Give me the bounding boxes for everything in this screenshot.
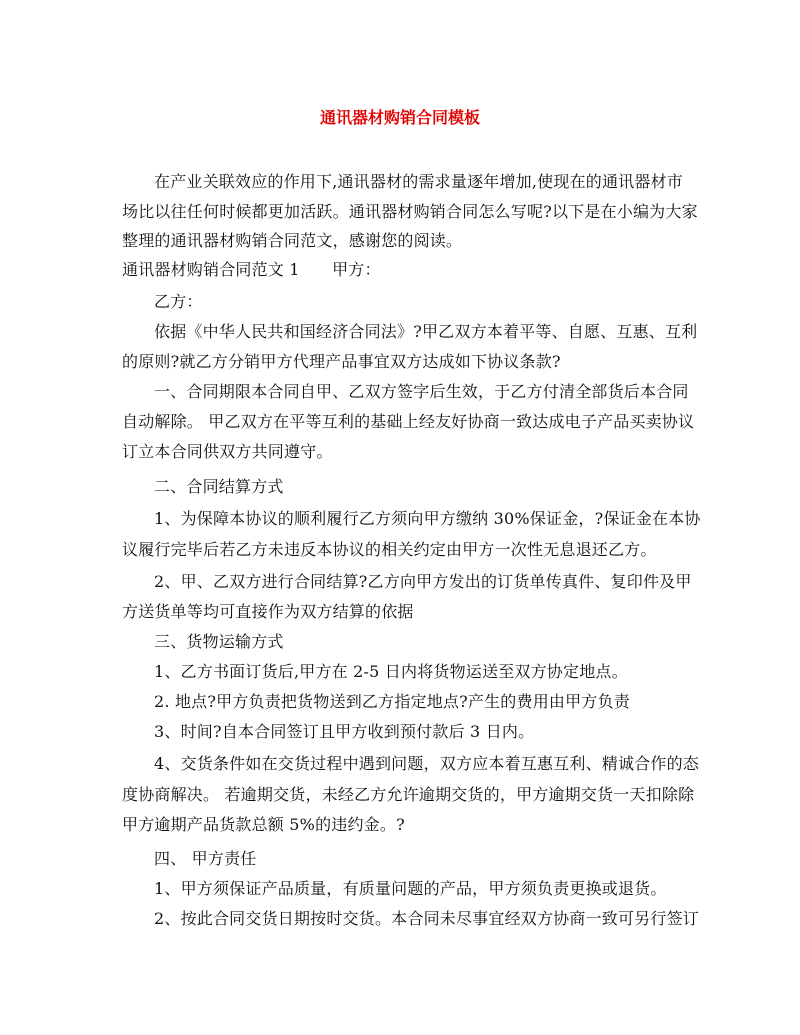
paragraph-line: 2. 地点?甲方负责把货物送到乙方指定地点?产生的费用由甲方负责: [154, 692, 630, 711]
paragraph-line: 1、为保障本协议的顺利履行乙方须向甲方缴纳 30%保证金，?保证金在本协: [154, 509, 701, 528]
section-heading: 四、 甲方责任: [154, 849, 257, 868]
paragraph-line: 自动解除。 甲乙双方在平等互利的基础上经友好协商一致达成电子产品买卖协议: [122, 412, 695, 431]
paragraph-line: 整理的通讯器材购销合同范文，感谢您的阅读。: [122, 231, 463, 250]
paragraph-line: 订立本合同供双方共同遵守。: [122, 442, 333, 461]
paragraph-line: 2、按此合同交货日期按时交货。本合同未尽事宜经双方协商一致可另行签订: [154, 909, 699, 928]
document-title: 通讯器材购销合同模板: [319, 108, 480, 127]
section-heading: 二、合同结算方式: [154, 477, 284, 496]
paragraph-line: 议履行完毕后若乙方未违反本协议的相关约定由甲方一次性无息退还乙方。: [122, 540, 657, 559]
section-heading: 通讯器材购销合同范文 1 甲方：: [122, 260, 381, 279]
paragraph-line: 4、交货条件如在交货过程中遇到问题，双方应本着互惠互利、精诚合作的态: [154, 754, 699, 773]
paragraph-line: 2、甲、乙双方进行合同结算?乙方向甲方发出的订货单传真件、复印件及甲: [154, 572, 692, 591]
paragraph-line: 一、合同期限本合同自甲、乙双方签字后生效，于乙方付清全部货后本合同: [154, 382, 689, 401]
paragraph-line: 甲方逾期产品货款总额 5%的违约金。?: [122, 815, 405, 834]
paragraph-line: 乙方：: [154, 292, 203, 311]
section-heading: 三、货物运输方式: [154, 632, 284, 651]
paragraph-line: 方送货单等均可直接作为双方结算的依据: [122, 602, 414, 621]
paragraph-line: 1、甲方须保证产品质量，有质量问题的产品，甲方须负责更换或退货。: [154, 879, 667, 898]
paragraph-line: 3、时间?自本合同签订且甲方收到预付款后 3 日内。: [154, 722, 535, 741]
paragraph-line: 依据《中华人民共和国经济合同法》?甲乙双方本着平等、自愿、互惠、互利: [154, 322, 698, 341]
paragraph-line: 1、乙方书面订货后,甲方在 2-5 日内将货物运送至双方协定地点。: [154, 662, 628, 681]
paragraph-line: 在产业关联效应的作用下,通讯器材的需求量逐年增加,使现在的通讯器材市: [154, 172, 683, 191]
paragraph-line: 场比以往任何时候都更加活跃。通讯器材购销合同怎么写呢?以下是在小编为大家: [122, 202, 698, 221]
paragraph-line: 度协商解决。 若逾期交货，未经乙方允许逾期交货的，甲方逾期交货一天扣除除: [122, 785, 695, 804]
paragraph-line: 的原则?就乙方分销甲方代理产品事宜双方达成如下协议条款?: [122, 352, 561, 371]
